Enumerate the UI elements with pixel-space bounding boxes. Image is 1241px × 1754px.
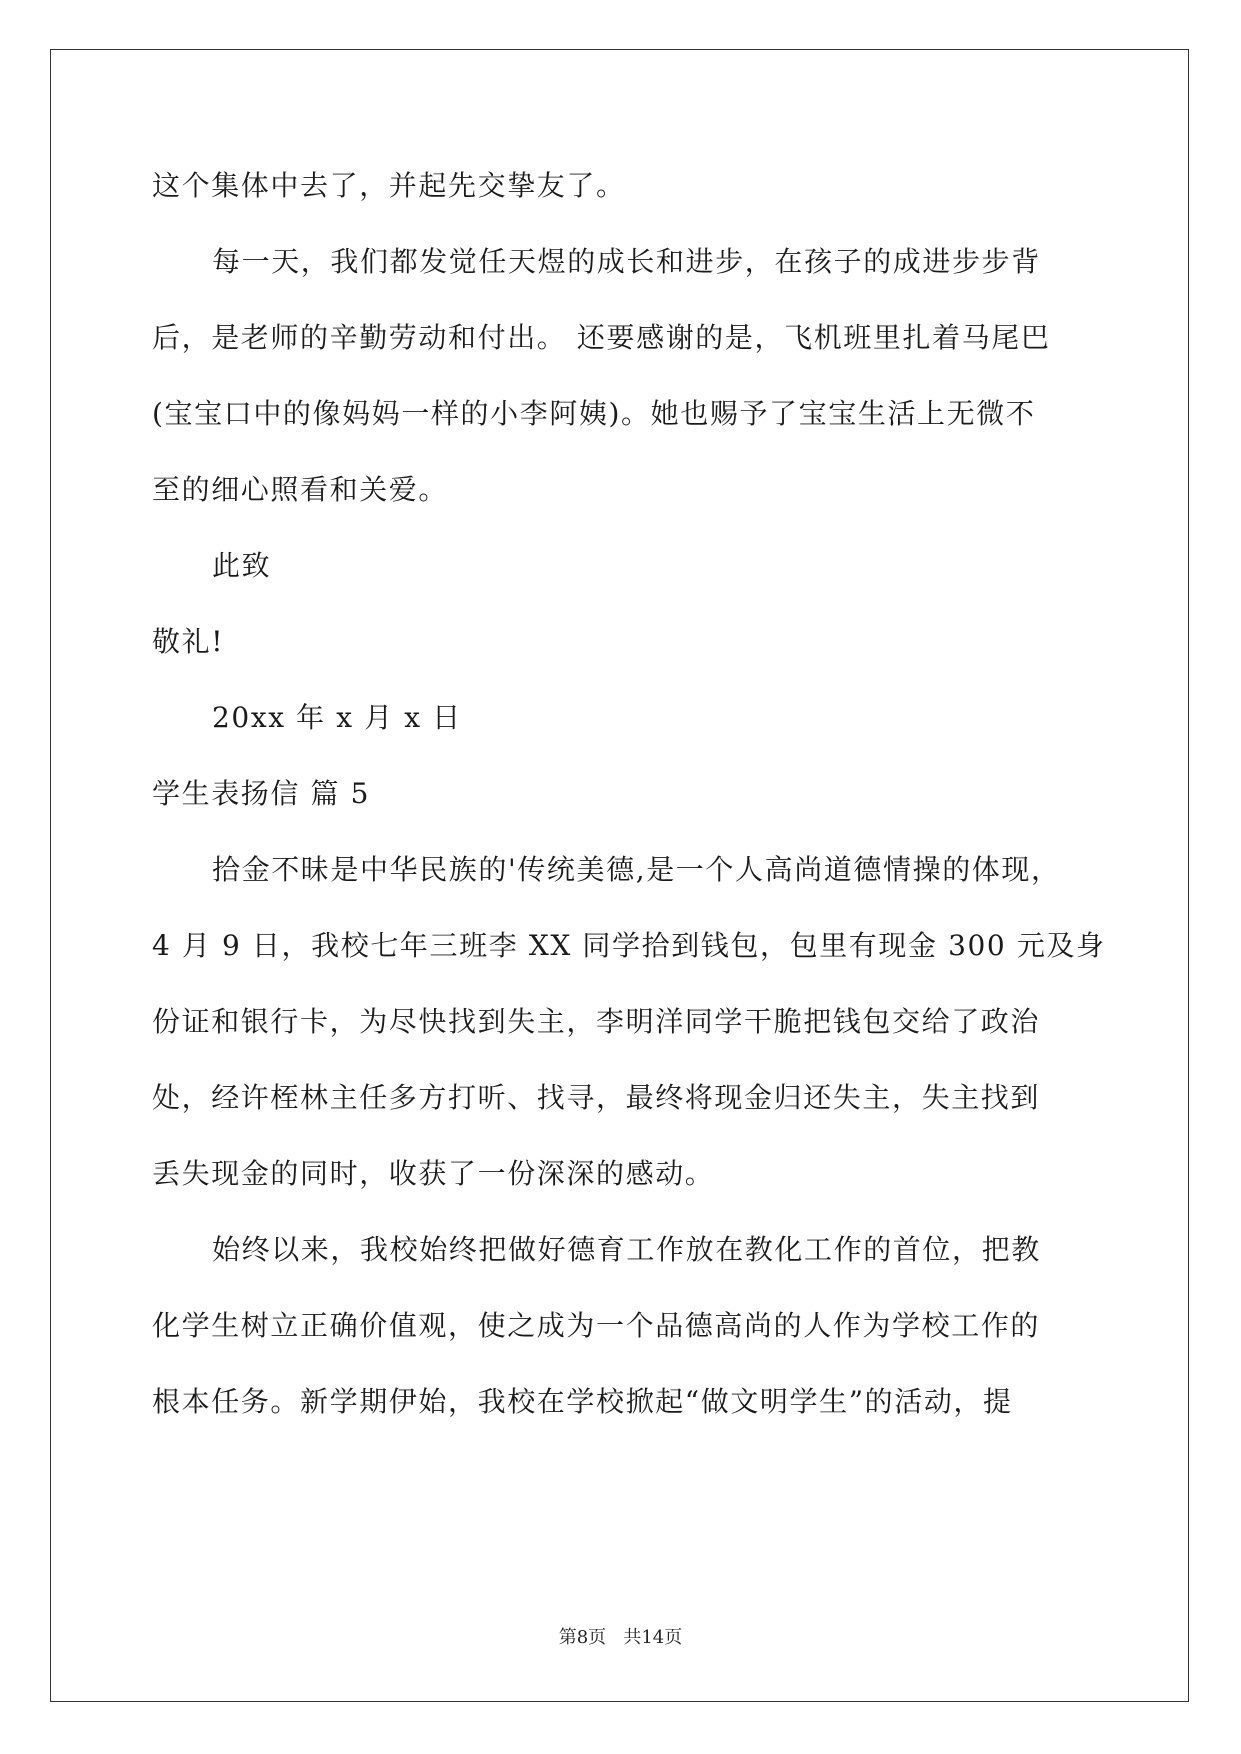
paragraph-line: 处，经许桎林主任多方打听、找寻，最终将现金归还失主，失主找到 <box>152 1081 1041 1114</box>
page-number-footer: 第8页 共14页 <box>558 1627 683 1648</box>
paragraph-line: 拾金不昧是中华民族的'传统美德,是一个人高尚道德情操的体现， <box>212 853 1061 886</box>
paragraph-line: 始终以来，我校始终把做好德育工作放在教化工作的首位，把教 <box>212 1233 1041 1266</box>
paragraph-line: 丢失现金的同时，收获了一份深深的感动。 <box>152 1157 715 1190</box>
paragraph-line: 这个集体中去了，并起先交挚友了。 <box>152 169 626 202</box>
paragraph-line: 4 月 9 日，我校七年三班李 XX 同学拾到钱包，包里有现金 300 元及身 <box>152 929 1106 962</box>
paragraph-line: 份证和银行卡，为尽快找到失主，李明洋同学干脆把钱包交给了政治 <box>152 1005 1041 1038</box>
paragraph-line: 后，是老师的辛勤劳动和付出。 还要感谢的是，飞机班里扎着马尾巴 <box>152 321 1051 354</box>
closing-salutation: 此致 <box>212 549 272 582</box>
paragraph-line: 化学生树立正确价值观，使之成为一个品德高尚的人作为学校工作的 <box>152 1309 1041 1342</box>
paragraph-line: 根本任务。新学期伊始，我校在学校掀起“做文明学生”的活动，提 <box>152 1385 1013 1418</box>
paragraph-line: 至的细心照看和关爱。 <box>152 473 449 506</box>
section-heading: 学生表扬信 篇 5 <box>152 777 371 810</box>
paragraph-line: 每一天，我们都发觉任天煜的成长和进步，在孩子的成进步步背 <box>212 245 1041 278</box>
paragraph-line: (宝宝口中的像妈妈一样的小李阿姨)。她也赐予了宝宝生活上无微不 <box>152 397 1036 430</box>
closing-regards: 敬礼! <box>152 625 225 658</box>
letter-date: 20xx 年 x 月 x 日 <box>212 701 462 734</box>
